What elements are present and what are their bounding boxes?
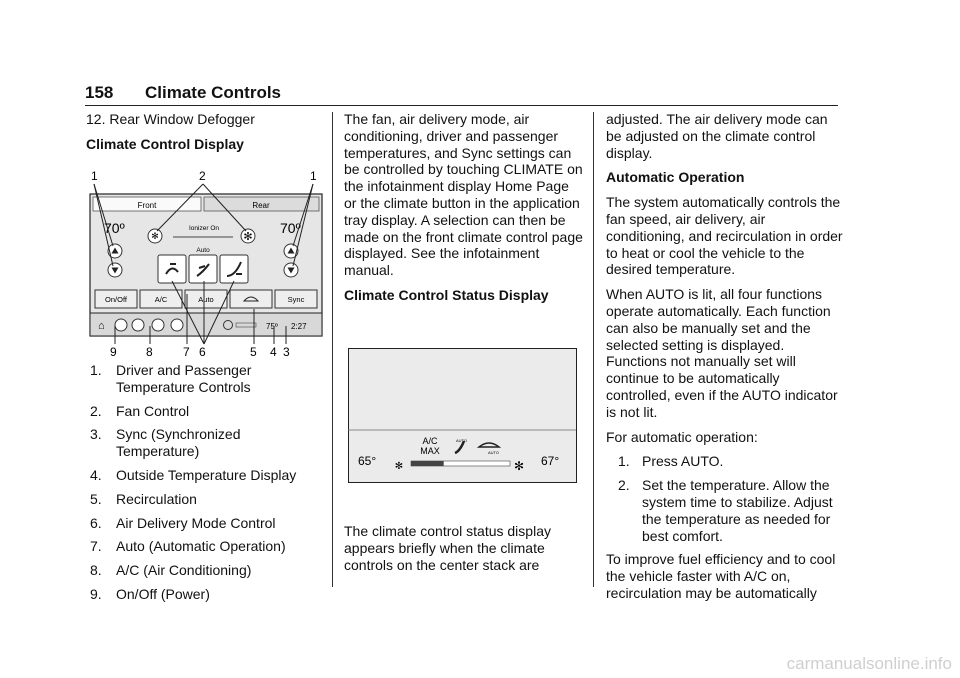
intro-item: 12. Rear Window Defogger — [86, 111, 255, 127]
fan-level-fill — [411, 461, 444, 466]
status-ac-max: MAX — [420, 446, 440, 456]
status-auto-small: AUTO — [456, 438, 468, 443]
list-item: 1. Driver and Passenger Temperature Controls — [90, 362, 252, 395]
list-item: 2. Fan Control — [90, 402, 190, 419]
climate-display-heading: Climate Control Display — [86, 135, 244, 152]
callout-3: 3 — [283, 345, 290, 359]
paragraph: When AUTO is lit, all four functions operate automatically. Each function can also be manually set and the selected setting is displayed. Functions not manually set will continue to be automatically controlled, even if the AUTO indicator is not lit. — [606, 286, 838, 420]
outside-temp: 75º — [266, 322, 278, 331]
tab-rear-label: Rear — [252, 201, 270, 210]
column-3 — [606, 111, 846, 610]
paragraph: The fan, air delivery mode, air conditioning, driver and passenger temperatures, and Sync settings can be controlled by touching CLIMATE on the infotainment display Home Page or the climate button in the application tray display. A selection can then be made on the front climate control page displayed. See the infotainment manual. — [344, 111, 583, 279]
climate-icon[interactable] — [171, 319, 183, 331]
automatic-operation-heading: Automatic Operation — [606, 169, 745, 186]
callout-7: 7 — [183, 345, 190, 359]
mode-floor-button[interactable] — [220, 255, 248, 283]
callout-1-right: 1 — [310, 169, 317, 183]
watermark: carmanualsonline.info — [786, 654, 952, 673]
home-icon[interactable]: ⌂ — [98, 320, 105, 332]
sync-label: Sync — [287, 295, 305, 304]
status-display-diagram — [348, 348, 577, 483]
callout-5: 5 — [250, 345, 257, 359]
paragraph: adjusted. The air delivery mode can be adjusted on the climate control display. — [606, 111, 828, 161]
column-divider — [593, 112, 594, 587]
callout-4: 4 — [270, 345, 277, 359]
list-item: 1. Press AUTO. — [618, 453, 724, 470]
tab-front-label: Front — [137, 201, 157, 210]
callout-1-left: 1 — [91, 169, 98, 183]
callout-8: 8 — [146, 345, 153, 359]
paragraph: The system automatically controls the fan speed, air delivery, air conditioning, and recirculation in order to heat or cool the vehicle to the desired temperature. — [606, 194, 843, 278]
paragraph: The climate control status display appears briefly when the climate controls on the center stack are — [344, 523, 551, 573]
recirculation-button[interactable] — [230, 290, 272, 308]
fan-icon: ✻ — [243, 231, 253, 243]
steps-list — [606, 453, 846, 544]
navigation-icon[interactable] — [152, 319, 164, 331]
section-title: Climate Controls — [145, 83, 282, 102]
column-1 — [86, 111, 326, 153]
auto-label: Auto — [196, 247, 210, 254]
list-item: 3. Sync (Synchronized Temperature) — [90, 426, 241, 460]
onoff-label: On/Off — [105, 295, 127, 304]
ionizer-status: Ionizer On — [189, 225, 219, 232]
column-divider — [332, 112, 333, 587]
list-item: 2. Set the temperature. Allow the system time to stabilize. Adjust the temperature as needed for best comfort. — [618, 477, 833, 544]
fan-low-icon: ✻ — [394, 461, 404, 472]
fan-high-icon: ✻ — [513, 459, 525, 473]
callout-2: 2 — [199, 169, 206, 183]
status-display-heading: Climate Control Status Display — [344, 286, 549, 303]
mode-vent-button[interactable] — [189, 255, 217, 283]
list-item: 8. A/C (Air Conditioning) — [90, 562, 252, 579]
passenger-temp: 70º — [280, 220, 301, 236]
legend-list-container — [86, 362, 326, 610]
audio-icon[interactable] — [115, 319, 127, 331]
driver-temp: 70º — [104, 220, 125, 236]
list-item: 5. Recirculation — [90, 490, 197, 507]
status-passenger-temp: 67° — [541, 454, 560, 468]
column-2 — [344, 111, 584, 312]
status-ac: A/C — [422, 436, 438, 446]
fan-icon: ✻ — [151, 231, 159, 241]
climate-control-display-diagram — [86, 166, 328, 360]
list-item: 7. Auto (Automatic Operation) — [90, 538, 286, 555]
column-2-bottom — [344, 523, 584, 581]
list-item: 6. Air Delivery Mode Control — [90, 514, 276, 531]
list-item: 9. On/Off (Power) — [90, 585, 210, 602]
phone-icon[interactable] — [132, 319, 144, 331]
callout-9: 9 — [110, 345, 117, 359]
status-auto-small-2: AUTO — [488, 450, 500, 455]
clock: 2:27 — [291, 322, 307, 331]
callout-6: 6 — [199, 345, 206, 359]
ac-label: A/C — [154, 295, 168, 304]
list-item: 4. Outside Temperature Display — [90, 466, 297, 483]
auto-button-label: Auto — [198, 295, 214, 304]
status-driver-temp: 65° — [358, 454, 377, 468]
legend-list — [86, 362, 326, 603]
paragraph: For automatic operation: — [606, 428, 758, 445]
paragraph: To improve fuel efficiency and to cool the vehicle faster with A/C on, recirculation may be automatically — [606, 551, 836, 601]
page-header — [85, 83, 838, 106]
page-number: 158 — [85, 83, 114, 102]
